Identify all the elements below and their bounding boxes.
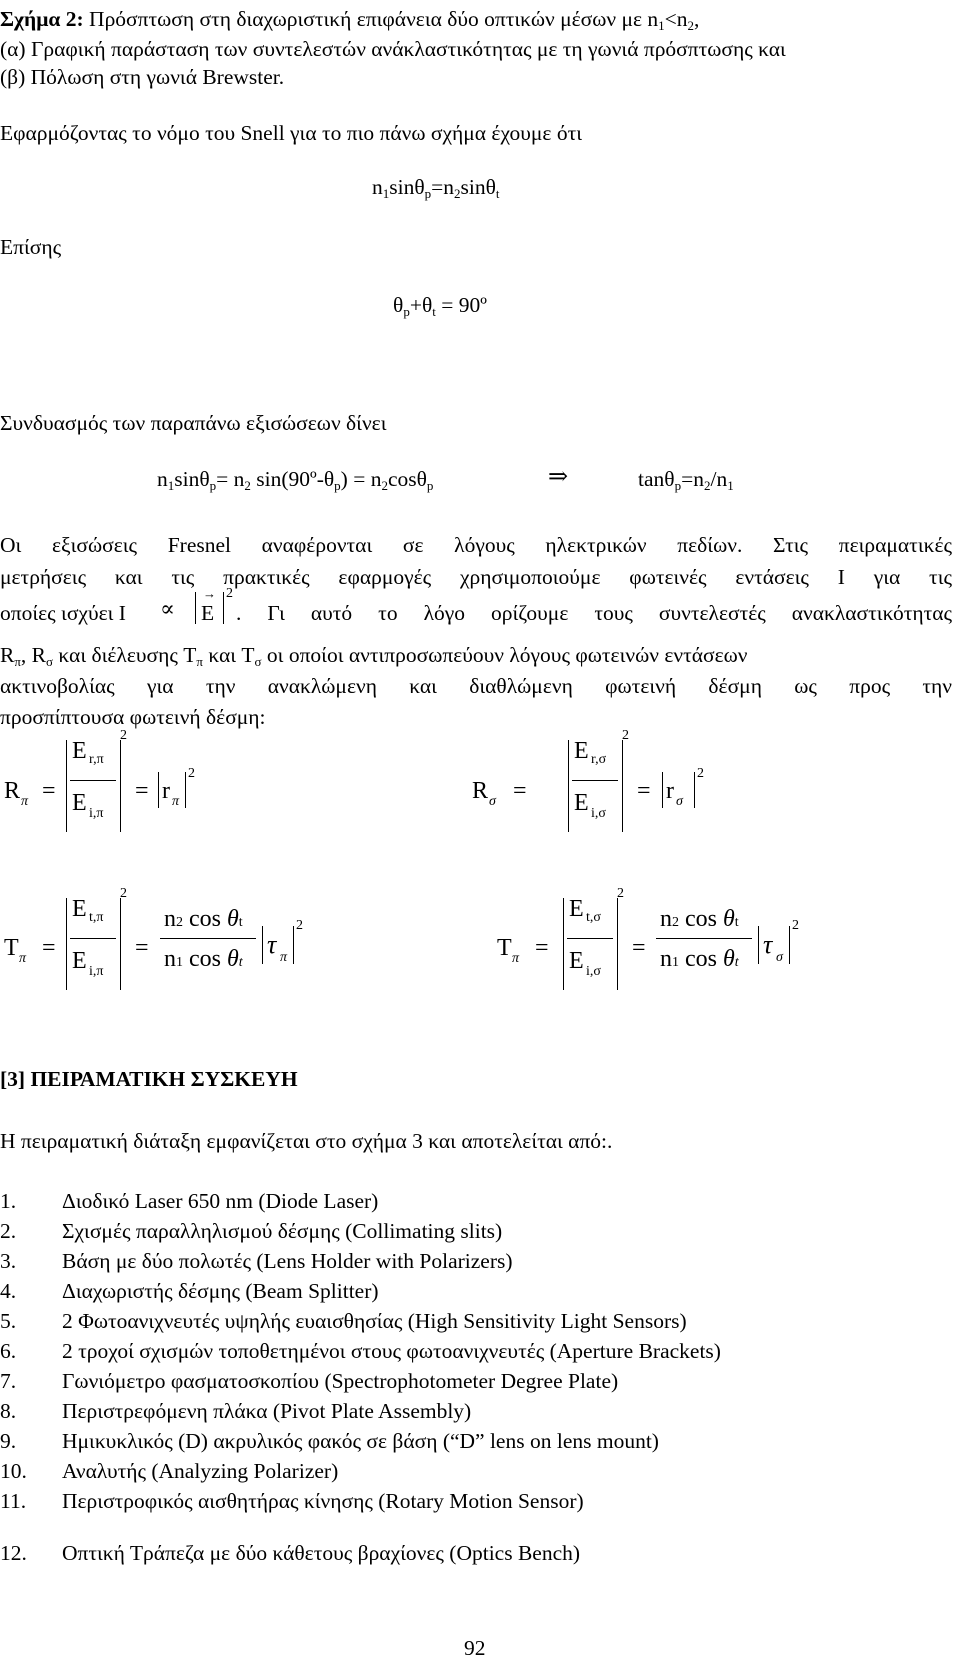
sub: 2 — [687, 18, 695, 33]
abs-bar — [185, 772, 186, 808]
abs-bar — [66, 740, 67, 832]
figure-caption-line-1 — [0, 4, 699, 34]
exponent: 2 — [296, 918, 303, 933]
sub: i,π — [89, 964, 104, 979]
exponent: 2 — [120, 728, 127, 743]
exponent: 2 — [188, 766, 195, 781]
sub: 1 — [672, 955, 679, 970]
sub: t — [238, 915, 243, 930]
sub: π — [172, 794, 180, 809]
sub: 1 — [167, 478, 175, 493]
sub: π — [196, 654, 203, 669]
fraction-line — [160, 938, 256, 939]
sub: 1 — [658, 18, 665, 33]
tau: τ — [763, 930, 773, 959]
sub: t — [734, 955, 739, 970]
sub: π — [14, 654, 21, 669]
t: R — [0, 643, 15, 667]
fraction-line — [70, 780, 116, 781]
abs-bar-right — [223, 592, 224, 624]
list-number: 12. — [0, 1541, 27, 1565]
list-text: Περιστροφικός αισθητήρας κίνησης (Rotary Motion Sensor) — [62, 1489, 584, 1513]
list-text: Αναλυτής (Analyzing Polarizer) — [62, 1459, 339, 1483]
sub: p — [334, 478, 341, 493]
sub: p — [424, 186, 432, 201]
abs-bar — [568, 740, 569, 832]
list-text: Περιστρεφόμενη πλάκα (Pivot Plate Assembly) — [62, 1399, 472, 1423]
sub: 2 — [176, 915, 183, 930]
list-number: 4. — [0, 1279, 17, 1303]
sub: p — [674, 478, 682, 493]
sub: p — [209, 478, 217, 493]
sub: i,σ — [591, 806, 606, 821]
equation-snell — [372, 172, 500, 202]
sub: σ — [489, 794, 496, 809]
list-text: 2 Φωτοανιχνευτές υψηλής ευαισθησίας (High Sensitivity Light Sensors) — [62, 1309, 687, 1333]
sub: t,σ — [586, 910, 601, 925]
r-lower: r — [162, 778, 170, 804]
sub: t,π — [89, 910, 104, 925]
cos: cos — [189, 946, 221, 972]
list-number: 2. — [0, 1219, 17, 1243]
sub: r,σ — [591, 752, 607, 767]
list-number: 9. — [0, 1429, 17, 1453]
sub: 1 — [382, 186, 390, 201]
sub: σ — [46, 654, 54, 669]
sub: t — [238, 955, 243, 970]
e-den: E — [574, 790, 589, 816]
fresnel-line-5: ακτινοβολίας για την ανακλώμενη και διαθλώμενη φωτεινή δέσμη ως προς την — [0, 674, 952, 698]
fresnel-line-2: μετρήσεις και τις πρακτικές εφαρμογές χρησιμοποιούμε φωτεινές εντάσεις I για τις — [0, 565, 952, 589]
caption-text: , — [694, 7, 700, 31]
e-den: E — [72, 948, 87, 974]
sub: σ — [254, 654, 262, 669]
n: n — [660, 946, 672, 972]
equals: = — [632, 935, 646, 961]
fresnel-line-1: Οι εξισώσεις Fresnel αναφέρονται σε λόγους ηλεκτρικών πεδίων. Στις πειραματικές — [0, 533, 952, 557]
abs-bar — [293, 926, 294, 964]
equals: = — [135, 935, 149, 961]
sub: i,π — [89, 806, 104, 821]
exponent: 2 — [617, 886, 624, 901]
list-number: 8. — [0, 1399, 17, 1423]
sub: σ — [776, 950, 783, 965]
fraction-line — [656, 938, 752, 939]
exponent: 2 — [120, 886, 127, 901]
cos: cos — [189, 906, 221, 932]
sub: π — [19, 951, 27, 966]
sub: π — [21, 794, 29, 809]
r-symbol: R — [4, 778, 21, 804]
caption-label: Σχήμα 2: — [0, 7, 84, 31]
sub: 1 — [176, 955, 183, 970]
eq-part: θ — [393, 293, 404, 317]
sub: π — [512, 951, 520, 966]
eq-part: sinθ — [389, 175, 425, 199]
equals: = — [42, 778, 56, 804]
sub: 2 — [672, 915, 679, 930]
proportional-symbol: ∝ — [160, 596, 175, 621]
e-num: E — [574, 738, 589, 764]
equation-brewster — [157, 464, 433, 494]
sub: t — [734, 915, 739, 930]
n1-cos — [660, 946, 739, 973]
abs-bar — [158, 772, 159, 808]
eq-part: n — [157, 467, 168, 491]
sub: i,σ — [586, 964, 601, 979]
sub: 1 — [727, 478, 734, 493]
abs-bar-left — [195, 592, 196, 624]
list-number: 10. — [0, 1459, 27, 1483]
list-text: Οπτική Τράπεζα με δύο κάθετους βραχίονες (Optics Bench) — [62, 1541, 581, 1565]
theta: θ — [227, 946, 239, 972]
t-symbol: T — [4, 935, 19, 961]
e-den: E — [569, 948, 584, 974]
theta: θ — [723, 946, 735, 972]
eq-part: n — [372, 175, 383, 199]
eq-part: = n — [216, 467, 245, 491]
eq-part: = 90º — [435, 293, 487, 317]
eq-part: cosθ — [387, 467, 427, 491]
sub: t — [495, 186, 500, 201]
vector-e: E — [201, 601, 215, 625]
fraction-line — [572, 780, 618, 781]
paragraph-snell: Εφαρμόζοντας το νόμο του Snell για το πιο πάνω σχήμα έχουμε ότι — [0, 121, 583, 145]
eq-part: sinθ — [460, 175, 496, 199]
r-lower: r — [666, 778, 674, 804]
t: οι οποίοι αντιπροσωπεύουν λόγους φωτεινών εντάσεων — [261, 643, 748, 667]
t: και T — [202, 643, 255, 667]
line4-part — [0, 640, 747, 670]
list-text: Γωνιόμετρο φασματοσκοπίου (Spectrophotometer Degree Plate) — [62, 1369, 619, 1393]
cos: cos — [685, 906, 717, 932]
equation-angle-sum — [393, 290, 487, 320]
list-text: Βάση με δύο πολωτές (Lens Holder with Polarizers) — [62, 1249, 513, 1273]
equation-brewster-result — [638, 464, 734, 494]
abs-bar — [120, 898, 121, 990]
list-text: 2 τροχοί σχισμών τοποθετημένοι στους φωτοανιχνευτές (Aperture Brackets) — [62, 1339, 721, 1363]
sub: p — [426, 478, 434, 493]
exponent: 2 — [622, 728, 629, 743]
theta: θ — [723, 906, 735, 932]
cos: cos — [685, 946, 717, 972]
exponent: 2 — [792, 918, 799, 933]
list-number: 5. — [0, 1309, 17, 1333]
figure-caption-line-3: (β) Πόλωση στη γωνιά Brewster. — [0, 65, 285, 89]
list-number: 1. — [0, 1189, 17, 1213]
r-symbol: R — [472, 778, 489, 804]
fraction-line — [70, 938, 116, 939]
sub: 2 — [244, 478, 251, 493]
sub: 2 — [454, 186, 461, 201]
abs-bar — [662, 772, 663, 808]
list-text: Διαχωριστής δέσμης (Beam Splitter) — [62, 1279, 379, 1303]
sub: σ — [676, 794, 683, 809]
list-text: Διοδικό Laser 650 nm (Diode Laser) — [62, 1189, 379, 1213]
sub: 2 — [381, 478, 388, 493]
sub: 2 — [703, 478, 711, 493]
fresnel-line-3b: . Γι αυτό το λόγο ορίζουμε τους συντελεστές ανακλαστικότητας — [236, 601, 952, 625]
eq-part: tanθ — [638, 467, 675, 491]
abs-bar — [120, 740, 121, 832]
n: n — [164, 946, 176, 972]
n: n — [660, 906, 672, 932]
abs-bar — [66, 898, 67, 990]
sub: r,π — [89, 752, 104, 767]
equals: = — [637, 778, 651, 804]
list-number: 6. — [0, 1339, 17, 1363]
abs-bar — [694, 772, 695, 808]
n: n — [164, 906, 176, 932]
sub: t — [432, 304, 436, 319]
list-number: 3. — [0, 1249, 17, 1273]
fresnel-line-6: προσπίπτουσα φωτεινή δέσμη: — [0, 705, 266, 729]
list-text: Ημικυκλικός (D) ακρυλικός φακός σε βάση (“D” lens on lens mount) — [62, 1429, 659, 1453]
t: , R — [20, 643, 47, 667]
list-number: 7. — [0, 1369, 17, 1393]
paragraph-also: Επίσης — [0, 235, 62, 259]
implies-arrow: ⇒ — [548, 464, 569, 490]
abs-bar — [563, 898, 564, 990]
abs-bar — [622, 740, 623, 832]
n1-cos — [164, 946, 243, 973]
eq-part: /n — [710, 467, 728, 491]
e-den: E — [72, 790, 87, 816]
equals: = — [535, 935, 549, 961]
abs-bar — [617, 898, 618, 990]
paragraph-setup: Η πειραματική διάταξη εμφανίζεται στο σχήμα 3 και αποτελείται από:. — [0, 1129, 613, 1153]
fresnel-line-3a: οποίες ισχύει I — [0, 601, 126, 625]
vector-arrow: → — [203, 586, 216, 601]
page-number: 92 — [464, 1636, 486, 1660]
list-text: Σχισμές παραλληλισμού δέσμης (Collimating slits) — [62, 1219, 503, 1243]
fraction-line — [567, 938, 613, 939]
caption-text: Πρόσπτωση στη διαχωριστική επιφάνεια δύο οπτικών μέσων με n — [89, 7, 659, 31]
theta: θ — [227, 906, 239, 932]
t-symbol: T — [497, 935, 512, 961]
n2-cos — [660, 906, 739, 933]
tau: τ — [267, 930, 277, 959]
abs-bar — [758, 926, 759, 964]
eq-part: sinθ — [174, 467, 210, 491]
eq-part: +θ — [409, 293, 433, 317]
sub: π — [280, 950, 288, 965]
equals: = — [513, 778, 527, 804]
equals: = — [42, 935, 56, 961]
e-num: E — [72, 738, 87, 764]
t: και διέλευσης T — [53, 643, 197, 667]
abs-bar — [789, 926, 790, 964]
vector-exponent: 2 — [226, 586, 233, 601]
paragraph-combine: Συνδυασμός των παραπάνω εξισώσεων δίνει — [0, 411, 387, 435]
eq-part: sin(90º-θ — [250, 467, 335, 491]
sub: p — [403, 304, 410, 319]
list-number: 11. — [0, 1489, 27, 1513]
fresnel-line-4 — [0, 640, 952, 670]
caption-text: <n — [664, 7, 688, 31]
eq-part: =n — [681, 467, 704, 491]
e-num: E — [569, 896, 584, 922]
equals: = — [135, 778, 149, 804]
n2-cos — [164, 906, 243, 933]
eq-part: ) = n — [340, 467, 382, 491]
exponent: 2 — [697, 766, 704, 781]
eq-part: =n — [431, 175, 455, 199]
figure-caption-line-2: (α) Γραφική παράσταση των συντελεστών ανάκλαστικότητας με τη γωνιά πρόσπτωσης και — [0, 37, 786, 61]
section-heading: [3] ΠΕΙΡΑΜΑΤΙΚΗ ΣΥΣΚΕΥΗ — [0, 1067, 298, 1091]
e-num: E — [72, 896, 87, 922]
abs-bar — [262, 926, 263, 964]
